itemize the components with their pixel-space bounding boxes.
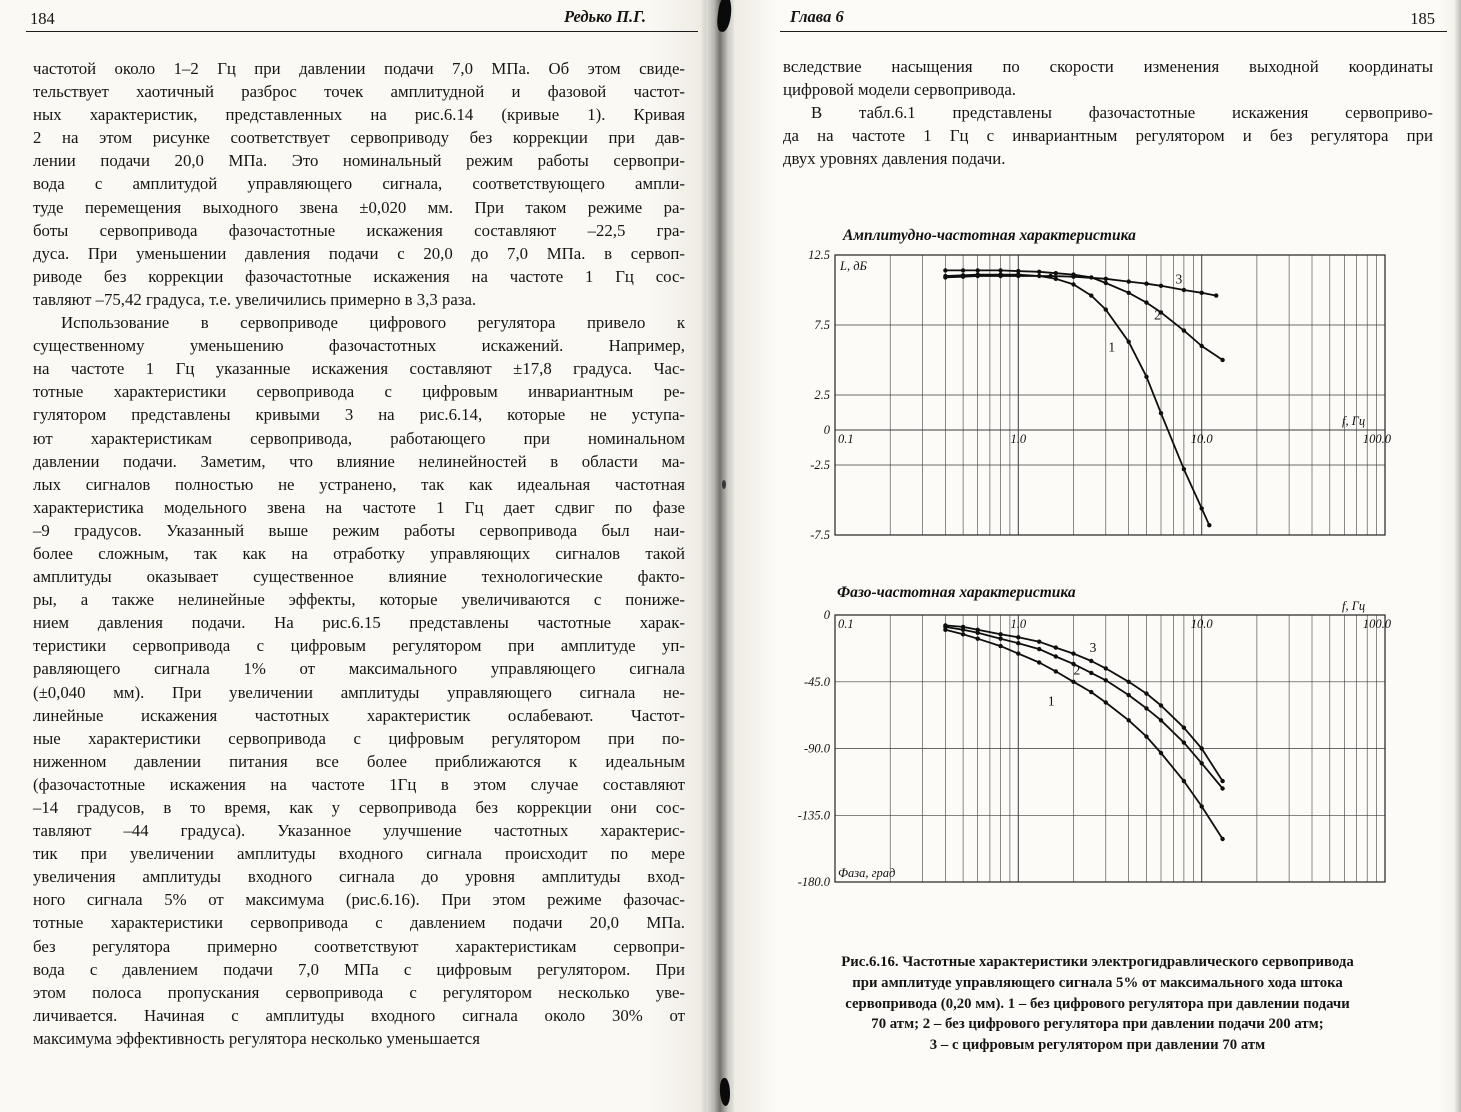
text-line: нием давления подачи. На рис.6.15 представлены частотные харак-: [33, 613, 685, 633]
curve-label-2: 2: [1073, 662, 1081, 678]
text-line: тельствует хаотичный разброс точек амплитудной и фазовой частот-: [33, 82, 685, 102]
text-line: лых сигналов полностью не устранено, так как идеальная частотная: [33, 474, 685, 494]
text-line: 2 на этом рисунке соответствует сервоприводу без коррекции при дав-: [33, 128, 685, 148]
right-text-column: [783, 55, 1433, 170]
text-line: тотные характеристики сервопривода с давлением подачи 20,0 МПа.: [33, 913, 685, 933]
y-tick-label: 0: [823, 423, 830, 437]
text-line: В табл.6.1 представлены фазочастотные искажения сервоприво-: [811, 103, 1433, 123]
text-line: максимума эффективность регулятора несколько уменьшается: [33, 1028, 480, 1048]
text-line: туде перемещения выходного звена ±0,020 мм. При таком режиме ра-: [33, 197, 685, 217]
text-line: ного сигнала 5% от максимума (рис.6.16). При этом режиме фазочас-: [33, 890, 685, 910]
text-line: без регулятора примерно соответствуют характеристикам сервопри-: [33, 936, 685, 956]
text-line: давлении подачи. Заметим, что влияние нелинейностей в области ма-: [33, 451, 685, 471]
text-line: ниженном давлении питания все более приближаются к идеальным: [33, 751, 685, 771]
y-tick-label: -90.0: [803, 741, 830, 756]
running-head-chapter: Глава 6: [790, 7, 844, 26]
figure-caption: [791, 952, 1404, 1056]
text-line: личивается. Начиная с амплитуды входного сигнала около 30% от: [33, 1005, 685, 1025]
text-line: увеличения амплитуды входного сигнала до уровня амплитуды вход-: [33, 867, 685, 887]
curve-2: [945, 627, 1222, 789]
text-line: ры, а также нелинейные эффекты, которые увеличиваются с пониже-: [33, 590, 685, 610]
text-line: равляющего сигнала 1% от максимального управляющего сигнала: [33, 659, 685, 679]
text-line: тавляют –75,42 градуса, т.е. увеличились примерно в 3,3 раза.: [33, 289, 477, 309]
y-tick-label: 2.5: [814, 388, 830, 402]
page-number-right: 185: [1410, 9, 1435, 28]
ink-mark-bottom: [719, 1078, 731, 1107]
text-line: ные характеристики сервопривода с цифровым регулятором при по-: [33, 728, 685, 748]
curve-1: [945, 630, 1222, 839]
chart-title: Амплитудно-частотная характеристика: [843, 227, 1136, 244]
x-tick-label: 10.0: [1190, 617, 1213, 631]
text-line: тотные характеристики сервопривода с цифровым инвариантным ре-: [33, 382, 685, 402]
y-tick-label: -180.0: [797, 875, 830, 889]
chart-title: Фазо-частотная характеристика: [837, 584, 1076, 601]
text-line: этом полоса пропускания сервопривода с регулятором несколько уве-: [33, 982, 685, 1002]
ink-mark-top: [716, 0, 733, 33]
caption-line: при амплитуде управляющего сигнала 5% от максимального хода штока: [852, 974, 1343, 991]
y-tick-label: -135.0: [797, 808, 830, 823]
text-line: более сложным, так как на отработку управляющих сигналов такой: [33, 543, 685, 563]
running-head-author: Редько П.Г.: [563, 7, 647, 26]
text-line: да на частоте 1 Гц с инвариантным регулятором и без регулятора при: [783, 126, 1433, 146]
y-tick-label: -45.0: [803, 674, 830, 689]
x-axis-label: f, Гц: [1342, 599, 1366, 613]
text-line: Использование в сервоприводе цифрового регулятора привело к: [61, 313, 685, 333]
y-tick-label: -7.5: [810, 528, 830, 542]
left-text-column: [33, 57, 685, 1050]
x-tick-label: 0.1: [838, 432, 854, 446]
text-line: тик при увеличении амплитуды входного сигнала происходит по мере: [33, 844, 685, 864]
text-line: дуса. При уменьшении давления подачи с 20,0 до 7,0 МПа. в сервоп-: [33, 243, 685, 263]
frequency-response-charts: [734, 220, 1461, 920]
x-tick-label: 100.0: [1362, 432, 1391, 446]
text-line: частотой около 1–2 Гц при давлении подачи 7,0 МПа. Об этом свиде-: [33, 59, 685, 78]
page-edge-shadow: [1454, 0, 1461, 1112]
text-line: на частоте 1 Гц указанные искажения составляют ±17,8 градуса. Час-: [33, 359, 685, 379]
text-line: вследствие насыщения по скорости изменения выходной координаты: [783, 57, 1433, 76]
y-tick-label: 7.5: [814, 318, 830, 332]
y-axis-label: L, дБ: [840, 259, 867, 273]
text-line: вода с давлением подачи 7,0 МПа с цифровым регулятором. При: [33, 959, 685, 979]
y-tick-label: 12.5: [808, 248, 830, 262]
x-axis-label: f, Гц: [1342, 414, 1366, 428]
text-line: гулятором представлены кривыми 3 на рис.6.14, которые не уступа-: [33, 405, 685, 425]
text-line: ют характеристикам сервопривода, работающего при номинальном: [33, 428, 685, 448]
curve-label-1: 1: [1108, 339, 1116, 355]
left-page: [0, 0, 706, 1112]
x-tick-label: 10.0: [1190, 432, 1213, 446]
x-tick-label: 100.0: [1362, 617, 1391, 631]
text-line: лении подачи 20,0 МПа. Это номинальный режим работы сервопри-: [33, 151, 685, 171]
text-line: –14 градусов, в то время, как у сервопривода без коррекции они сос-: [33, 798, 685, 817]
x-tick-label: 0.1: [838, 617, 854, 631]
page-number-left: 184: [30, 9, 55, 28]
y-tick-label: -2.5: [810, 458, 830, 472]
caption-line: сервопривода (0,20 мм). 1 – без цифрового регулятора при давлении подачи: [845, 995, 1350, 1012]
curve-label-1: 1: [1047, 693, 1055, 709]
text-line: ных характеристик, представленных на рис.6.14 (кривые 1). Кривая: [33, 105, 685, 125]
curve-label-3: 3: [1175, 271, 1183, 287]
x-tick-label: 1.0: [1010, 617, 1027, 631]
text-line: (фазочастотные искажения на частоте 1Гц в этом случае составляют: [33, 774, 685, 794]
curve-label-3: 3: [1089, 640, 1097, 656]
x-tick-label: 1.0: [1010, 432, 1027, 446]
text-line: (±0,040 мм). При увеличении амплитуды управляющего сигнала не-: [33, 682, 685, 702]
header-rule-left: [26, 31, 698, 32]
curve-1: [945, 275, 1209, 526]
text-line: тавляют –44 градуса). Указанное улучшение частотных характерис-: [33, 821, 685, 841]
y-axis-label: Фаза, град: [838, 866, 896, 880]
curve-label-2: 2: [1154, 307, 1161, 323]
text-line: боты сервопривода фазочастотные искажения составляют –22,5 гра-: [33, 220, 685, 240]
right-page: [734, 0, 1461, 1112]
caption-line: 70 атм; 2 – без цифрового регулятора при давлении подачи 200 атм;: [871, 1016, 1324, 1033]
text-line: двух уровнях давления подачи.: [783, 149, 1006, 169]
text-line: теристики сервопривода с цифровым регулятором при амплитуде уп-: [33, 636, 685, 656]
text-line: существенному уменьшению фазочастотных искажений. Например,: [33, 336, 685, 356]
text-line: характеристика модельного звена на частоте 1 Гц дает сдвиг по фазе: [33, 497, 685, 517]
header-rule-right: [780, 31, 1447, 32]
curve-3: [945, 625, 1222, 781]
caption-line: 3 – с цифровым регулятором при давлении 70 атм: [929, 1037, 1266, 1054]
text-line: риводе без коррекции фазочастотные искажения на частоте 1 Гц сос-: [33, 266, 685, 286]
text-line: амплитуды оказывает существенное влияние технологические факто-: [33, 567, 685, 587]
text-line: вода с амплитудой управляющего сигнала, соответствующего ампли-: [33, 174, 685, 194]
text-line: –9 градусов. Указанный выше режим работы сервопривода был наи-: [33, 520, 685, 540]
caption-line: Рис.6.16. Частотные характеристики электрогидравлического сервопривода: [841, 954, 1354, 970]
y-tick-label: 0: [823, 608, 830, 622]
text-line: линейные искажения частотных характеристик ослабевают. Частот-: [33, 705, 685, 725]
text-line: цифровой модели сервопривода.: [783, 80, 1016, 100]
ink-mark-middle: [722, 480, 726, 489]
